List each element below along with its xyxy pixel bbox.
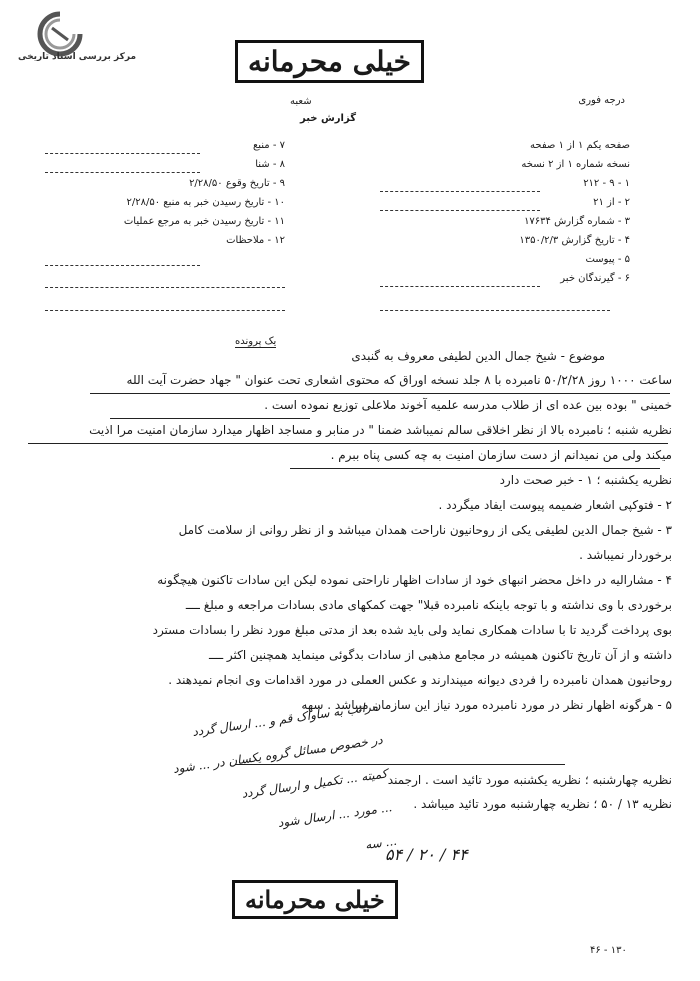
handwritten-line: در خصوص مسائل گروه یکسان در ... شود [172, 732, 384, 777]
body-line: ۵ - هرگونه اظهار نظر در مورد نامبرده مورد نیاز این سازمان میباشد . سهه [301, 698, 672, 712]
field-right: ۴ - تاریخ گزارش ۱۳۵۰/۲/۳ [519, 235, 630, 246]
fields-right [360, 140, 630, 292]
field-right: ۳ - شماره گزارش ۱۷۶۳۴ [524, 216, 630, 227]
field-right: نسخه شماره ۱ از ۲ نسخه [521, 159, 630, 170]
body-line: برخوردی با وی نداشته و با توجه باینکه نامبرده قبلا" جهت کمکهای مادی بسادات مراجعه و مبلغ ــــ [185, 598, 672, 612]
body-line: بوی پرداخت گردید تا با سادات همکاری نماید ولی باید شده بعد از مدتی مبلغ مورد نظر را بسادات مسترد [152, 623, 672, 637]
top-secret-stamp: خیلی محرمانه [235, 40, 424, 83]
field-left: ۱۱ - تاریخ رسیدن خبر به مرجع عملیات [123, 216, 285, 227]
field-right: ۲ - از ۲۱ [593, 197, 630, 208]
field-right: ۱ - ۹ - ۲۱۲ [583, 178, 630, 189]
body-line: نظریه شنبه ؛ نامبرده بالا از نظر اخلاقی سالم نمیباشد ضمنا " در منابر و مساجد اظهار میدارد سازمان امنیت مرا اذیت [89, 423, 672, 437]
body-line: روحانیون همدان نامبرده را فردی دیوانه میپندارند و عکس العملی در مورد اقدامات وی انجام نمیدهند . [168, 673, 672, 687]
field-right: ۵ - پیوست [585, 254, 630, 265]
subject-line: موضوع - شیخ جمال الدین لطیفی معروف به گنبدی [351, 349, 605, 363]
field-right: ۶ - گیرندگان خبر [560, 273, 630, 284]
report-body [22, 373, 672, 723]
body-line: خمینی " بوده بین عده ای از طلاب مدرسه علمیه آخوند ملاعلی توزیع نموده است . [264, 398, 672, 412]
handwritten-numbers: ۵۴ / ۲۰ / ۴۴ [385, 845, 468, 864]
body-line: ساعت ۱۰۰۰ روز ۵۰/۲/۲۸ نامبرده با ۸ جلد نسخه اوراق که محتوی اشعاری تحت عنوان " جهاد حضرت آیت الله [126, 373, 672, 387]
body-line: ۲ - فتوکپی اشعار ضمیمه پیوست ایفاد میگردد . [438, 498, 672, 512]
handwritten-line: کمیته ... تکمیل و ارسال گردد [240, 766, 389, 801]
handwritten-line: ... مورد ... ارسال شود [277, 800, 393, 830]
field-left: ۱۲ - ملاحظات [226, 235, 285, 246]
body-line: ۴ - مشارالیه در داخل محضر انبهای خود از سادات اظهار ناراحتی نموده لیکن این سادات تاکنون هیچگونه [157, 573, 672, 587]
field-left: ۹ - تاریخ وقوع ۲/۲۸/۵۰ [189, 178, 285, 189]
opinion-wednesday: نظریه چهارشنبه ؛ نظریه یکشنبه مورد تائید است . ارجمند [387, 773, 672, 787]
opinion-final: نظریه ۱۳ / ۵۰ ؛ نظریه چهارشنبه مورد تائید میباشد . [413, 797, 672, 811]
field-right: صفحه یکم ۱ از ۱ صفحه [530, 140, 630, 151]
body-line: نظریه یکشنبه ؛ ۱ - خبر صحت دارد [499, 473, 672, 487]
field-left: ۷ - منبع [252, 140, 285, 151]
department-label: شعبه [290, 96, 312, 107]
urgency-label: درجه فوری [578, 95, 625, 106]
body-line: داشته و از آن تاریخ تاکنون همیشه در مجامع مذهبی از سادات بدگوئی مینماید همچنین اکثر ــــ [209, 648, 672, 662]
body-line: برخوردار نمیباشد . [579, 548, 672, 562]
document-number: ۴۶ - ۱۳۰ [590, 945, 627, 956]
subject-tag: یک پرونده [235, 336, 277, 347]
handwritten-line: مراتب به ساواک قم و ... ارسال گردد [191, 699, 379, 739]
fields-left [45, 140, 285, 254]
body-line: میکند ولی من نمیدانم از دست سازمان امنیت به چه کسی پناه ببرم . [330, 448, 672, 462]
field-left: ۸ - شنا [255, 159, 285, 170]
report-title: گزارش خبر [300, 113, 357, 124]
top-secret-stamp-bottom: خیلی محرمانه [232, 880, 398, 919]
body-line: ۳ - شیخ جمال الدین لطیفی یکی از روحانیون ناراحت همدان میباشد و از نظر روانی از سلامت کامل [178, 523, 672, 537]
handwritten-line: ... سه [364, 833, 398, 853]
field-left: ۱۰ - تاریخ رسیدن خبر به منبع ۲/۲۸/۵۰ [126, 197, 285, 208]
archive-caption: مرکز بررسی اسناد تاریخی [18, 52, 137, 62]
